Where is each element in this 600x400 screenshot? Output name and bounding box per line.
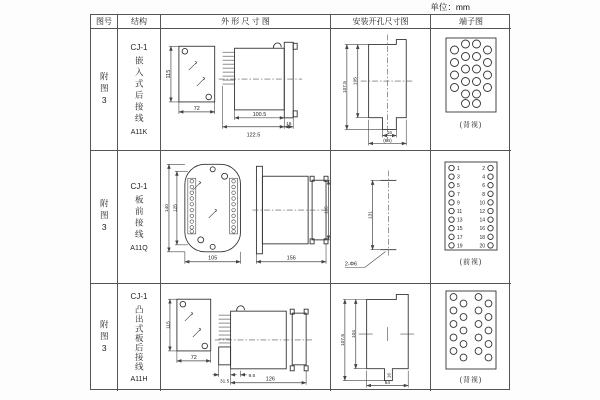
row1-mounting-cell	[331, 29, 431, 151]
row3-mounting-cell	[331, 284, 431, 391]
header-fig-no: 图号	[91, 15, 118, 29]
row2-model: CJ-1	[130, 182, 148, 191]
svg-text:18: 18	[479, 234, 485, 241]
side-view	[252, 166, 330, 263]
row1-terminal-cell	[431, 29, 511, 151]
dim-inner-height: 105	[353, 76, 359, 85]
svg-text:2: 2	[482, 165, 485, 172]
svg-text:14: 14	[479, 217, 485, 224]
row1-fig-no	[91, 29, 118, 151]
side-view	[213, 306, 312, 385]
row1-structure-text: 嵌入式后接线	[134, 56, 145, 125]
row1-outline-drawing	[161, 30, 330, 150]
row2-mounting-drawing	[331, 152, 430, 283]
row2-outline-cell	[161, 151, 331, 284]
row1-mounting-drawing	[331, 30, 430, 150]
dim-length: 156	[286, 255, 296, 262]
row3-outline-cell	[161, 284, 331, 391]
side-view	[219, 42, 303, 138]
row2-fig-label: 附图3	[99, 199, 110, 235]
svg-text:8: 8	[482, 191, 485, 198]
svg-text:15: 15	[457, 225, 463, 232]
svg-text:16: 16	[479, 225, 485, 232]
dim-length: 126	[265, 376, 275, 383]
svg-text:12: 12	[479, 208, 485, 215]
dim-inner-height: 125	[173, 203, 179, 212]
row3-structure-text: 凸出式板后接线	[134, 305, 145, 372]
terminal-numbers	[457, 166, 485, 249]
row1-outline-cell	[161, 29, 331, 151]
front-view	[166, 46, 215, 114]
dim-width: 72	[193, 105, 200, 112]
front-view	[165, 299, 210, 363]
row3-outline-drawing	[161, 285, 330, 390]
row3-structure	[118, 284, 161, 391]
dim-outer-height: 107.5	[340, 334, 346, 346]
svg-text:17: 17	[457, 234, 463, 241]
svg-text:1: 1	[457, 165, 460, 172]
svg-text:10: 10	[479, 199, 485, 206]
dim-width: 105	[208, 255, 218, 262]
row3-fig-label: 附图3	[99, 319, 110, 356]
dim-gap: 9.5	[248, 373, 256, 379]
row1-fig-label: 附图3	[99, 71, 110, 108]
top-hook	[273, 42, 281, 47]
header-outline: 外 形 尺 寸 图	[161, 15, 331, 29]
unit-label: 单位：mm	[430, 2, 470, 12]
row3-view-label: (背视)	[459, 377, 483, 384]
svg-text:7: 7	[457, 191, 460, 198]
row3-code: A11H	[130, 375, 148, 383]
row2-structure	[118, 151, 161, 284]
dim-width: 72	[190, 354, 197, 361]
terminal-studs	[219, 315, 231, 343]
dim-stud-length: 31.5	[219, 379, 230, 385]
dim-body-depth: 100.5	[252, 111, 267, 118]
dim-overall-width: 64	[384, 381, 391, 387]
row2-view-label: (前视)	[459, 258, 483, 266]
row2-terminal-cell	[431, 151, 511, 284]
svg-text:19: 19	[457, 242, 463, 249]
row3-fig-no	[91, 284, 118, 391]
dim-inner-height: 104	[351, 330, 357, 339]
row2-outline-drawing	[161, 152, 330, 283]
terminal-circles-front	[449, 165, 493, 248]
row2-fig-no	[91, 151, 118, 284]
row1-view-label: (背视)	[459, 121, 483, 129]
header-mounting: 安装开孔尺寸图	[331, 15, 431, 29]
dim-rear-height: 115	[324, 205, 330, 214]
dim-total-depth: 122.5	[246, 132, 261, 139]
svg-text:9: 9	[457, 199, 460, 206]
row1-structure	[118, 29, 161, 151]
dim-flange: 16	[286, 121, 292, 127]
dim-outer-height: 140	[164, 203, 170, 212]
row3-terminal-drawing	[431, 285, 511, 390]
front-view	[164, 164, 241, 263]
svg-text:20: 20	[479, 242, 485, 249]
header-structure: 结构	[118, 15, 161, 29]
top-hook	[237, 306, 245, 311]
dim-hole-spacing: 131	[368, 210, 374, 219]
row2-terminal-drawing	[431, 152, 511, 283]
dim-slot-width: 16	[386, 130, 393, 136]
svg-text:6: 6	[482, 182, 485, 189]
front-terminal-dots	[190, 179, 235, 233]
dim-height: 115	[166, 321, 172, 329]
svg-text:5: 5	[457, 182, 460, 189]
row1-code: A11K	[130, 129, 148, 136]
svg-text:13: 13	[457, 217, 463, 224]
row2-mounting-cell	[331, 151, 431, 284]
dim-height: 115	[165, 69, 172, 78]
row1-terminal-drawing	[431, 30, 511, 150]
row1-model: CJ-1	[130, 43, 148, 52]
dim-overall-width: (64)	[383, 138, 392, 144]
svg-text:4: 4	[482, 174, 485, 181]
dim-slot-width: 16	[387, 372, 393, 379]
row2-code: A11Q	[130, 245, 148, 252]
dimension-table	[90, 14, 510, 390]
terminal-circles-rear	[451, 40, 492, 108]
svg-text:11: 11	[457, 208, 463, 215]
row3-mounting-drawing	[331, 285, 430, 390]
terminal-circles-rear	[450, 294, 492, 361]
row2-structure-text: 板前接线	[134, 195, 145, 241]
dim-outer-height: 107.5	[342, 80, 348, 93]
row3-model: CJ-1	[130, 292, 148, 302]
header-terminal: 端子图	[431, 15, 511, 29]
hole-spec-label: 2-Φ6	[344, 261, 358, 268]
row3-terminal-cell	[431, 284, 511, 391]
svg-text:3: 3	[457, 174, 460, 181]
